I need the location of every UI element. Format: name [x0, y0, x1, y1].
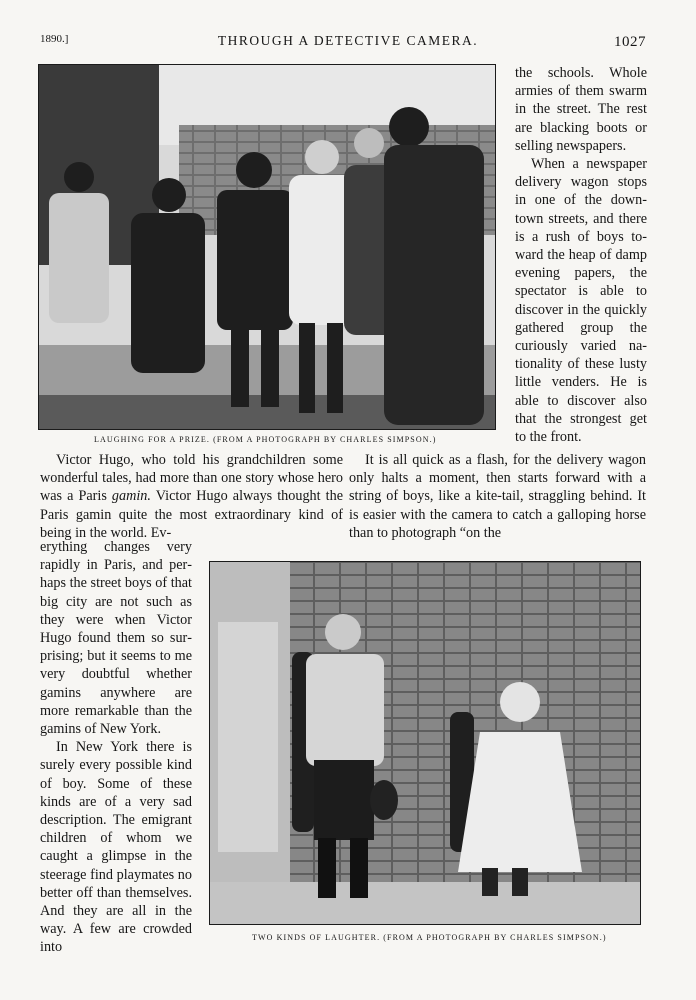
paragraph-quick-as-a-flash: It is all quick as a flash, for the delivery wagon only halts a moment, then starts forward with a string of boys, like a kite-tail, straggling behind. It is easier with the camera to catch a galloping horse than to photograph “on the — [349, 452, 646, 541]
paragraph-new-york-boys: In New York there is surely every possible kind of boy. Some of these kinds are of a very sad description. The emigrant children of whom we caught a glimpse in the steerage find playmates no better off than themselves. And they are all in the way. A few are crowded into — [40, 739, 192, 956]
paragraph-everything-changes: erything changes very rapidly in Paris, and perhaps the street boys of that big city are not such as they were when Victor Hugo found them so surprising; but it seems to me very doubtful whether gamins anywhere are more remarkable than the gamins of New York. — [40, 539, 192, 738]
paragraph-victor-hugo — [40, 451, 343, 542]
running-head-title: THROUGH A DETECTIVE CAMERA. — [217, 33, 479, 48]
text-column-right-upper — [349, 451, 646, 542]
victor-hugo-text-b: Victor Hugo always thought the Paris gamin quite the most extraordinary kind of being in the world. Ev- — [40, 488, 343, 541]
photo-laughing-for-a-prize — [38, 64, 496, 430]
text-column-left-upper — [40, 451, 343, 542]
page-number: 1027 — [614, 34, 646, 50]
text-column-left-lower — [40, 538, 192, 957]
photo-two-kinds-of-laughter — [209, 561, 641, 925]
text-column-top-right — [515, 64, 647, 446]
figure-caption-laughing-for-a-prize: LAUGHING FOR A PRIZE. (FROM A PHOTOGRAPH BY CHARLES SIMPSON.) — [94, 435, 437, 444]
victor-hugo-text-a: Victor Hugo, who told his grandchildren some wonderful tales, had more than one story whose hero was a Paris — [40, 452, 343, 505]
paragraph-schools: the schools. Whole armies of them swarm in the street. The rest are blacking boots or selling newspapers. — [515, 65, 647, 154]
photo-laughing-children-illustration — [39, 65, 495, 429]
running-head-date: 1890.] — [40, 33, 69, 45]
paragraph-newspaper-wagon: When a newspaper delivery wagon stops in one of the downtown streets, and there is a rush of boys toward the heap of damp evening papers, the spectator is able to discover in the quickly gathered group the curiously varied nationality of these lusty little venders. He is able to discover also that the strongest get to the front. — [515, 156, 647, 446]
photo-two-children-illustration — [210, 562, 640, 924]
gamin-italic: gamin. — [111, 488, 151, 505]
figure-caption-two-kinds-of-laughter: TWO KINDS OF LAUGHTER. (FROM A PHOTOGRAPH BY CHARLES SIMPSON.) — [252, 933, 607, 942]
